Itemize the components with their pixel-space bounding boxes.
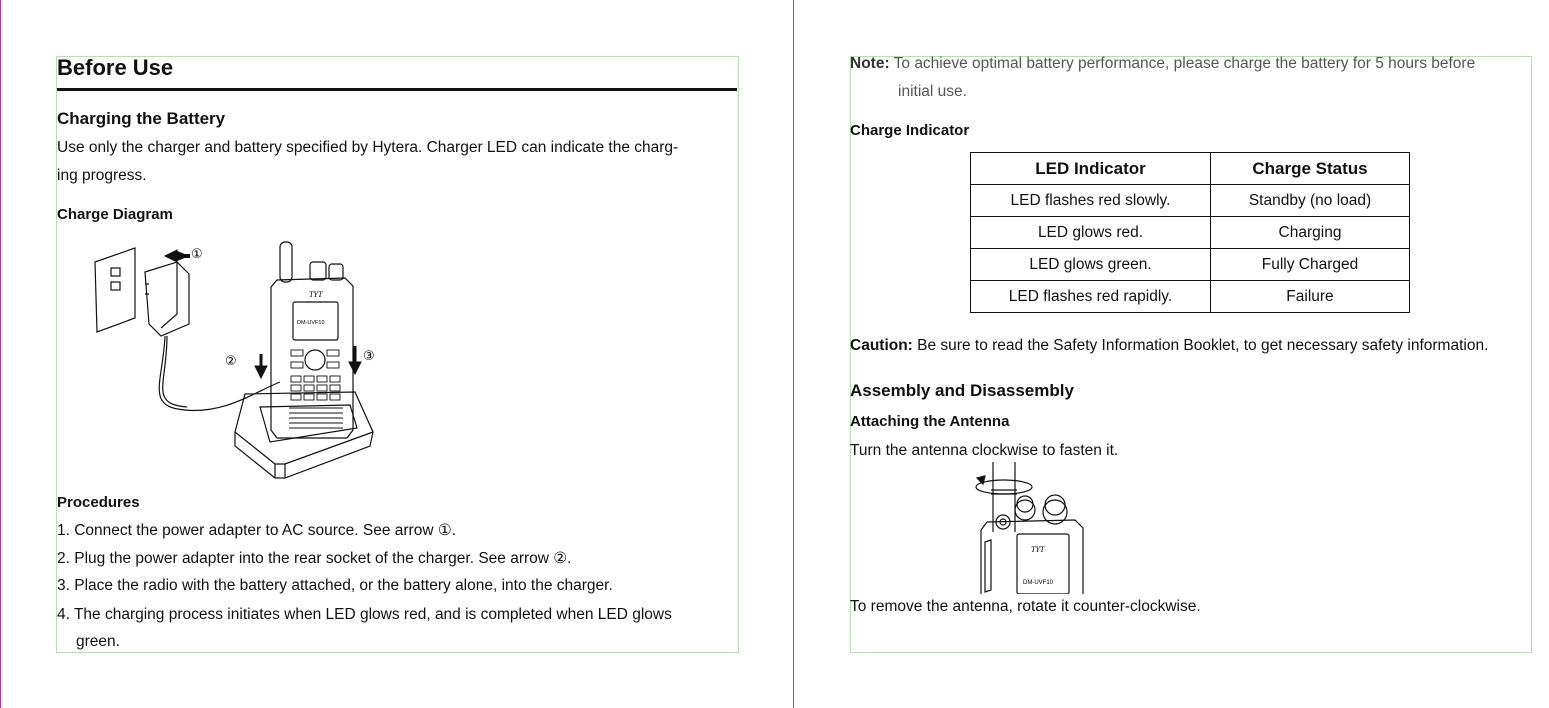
table-cell-status: Failure (1211, 281, 1410, 313)
page-edge-left (0, 0, 1, 708)
antenna-figure (965, 460, 1095, 594)
antenna-radio-brand: TYT (1031, 545, 1045, 554)
charging-heading: Charging the Battery (57, 109, 226, 128)
table-cell-status: Charging (1211, 217, 1410, 249)
rotate-arrow (976, 480, 1032, 494)
arrow-2-label: ② (225, 354, 237, 369)
table-row (971, 281, 1410, 313)
caution-label: Caution: (850, 337, 913, 354)
charge-indicator-table (970, 152, 1410, 313)
procedure-step-2: 2. Plug the power adapter into the rear socket of the charger. See arrow ②. (57, 550, 572, 567)
charger-base (235, 392, 373, 478)
caution-text: Be sure to read the Safety Information Booklet, to get necessary safety information. (912, 337, 1489, 354)
assembly-heading: Assembly and Disassembly (850, 381, 1074, 400)
antenna-text: Turn the antenna clockwise to fasten it. (850, 442, 1119, 459)
procedures-heading: Procedures (57, 494, 140, 511)
power-adapter (145, 262, 189, 336)
charge-diagram (85, 232, 395, 484)
remove-text: To remove the antenna, rotate it counter-clockwise. (850, 598, 1201, 615)
table-cell-status: Fully Charged (1211, 249, 1410, 281)
diagram-radio-model: DM-UVF10 (297, 320, 325, 326)
arrow-1-label: ① (191, 247, 203, 262)
antenna-heading: Attaching the Antenna (850, 413, 1010, 430)
table-cell-led: LED flashes red rapidly. (971, 281, 1211, 313)
table-cell-status: Standby (no load) (1211, 185, 1410, 217)
procedure-step-1: 1. Connect the power adapter to AC source. See arrow ①. (57, 522, 457, 539)
diagram-radio-brand: TYT (309, 290, 323, 299)
note-line-2: initial use. (898, 83, 967, 100)
note-line-1 (850, 55, 1475, 73)
table-cell-led: LED glows red. (971, 217, 1211, 249)
table-row (971, 185, 1410, 217)
caution-line (850, 337, 1488, 355)
indicator-heading: Charge Indicator (850, 122, 970, 139)
note-text: To achieve optimal battery performance, please charge the battery for 5 hours before (889, 55, 1476, 72)
procedure-step-4: 4. The charging process initiates when LED glows red, and is completed when LED glows (57, 606, 672, 623)
antenna-radio-model: DM-UVF10 (1023, 580, 1054, 586)
section-title: Before Use (57, 55, 174, 80)
diagram-heading: Charge Diagram (57, 206, 173, 223)
table-header-row (971, 153, 1410, 185)
procedure-step-4-cont: green. (76, 633, 120, 650)
page-divider (793, 0, 794, 708)
arrow-3-label: ③ (363, 349, 375, 364)
table-cell-led: LED flashes red slowly. (971, 185, 1211, 217)
procedure-step-3: 3. Place the radio with the battery attached, or the battery alone, into the charger. (57, 577, 613, 594)
note-label: Note: (850, 55, 890, 72)
title-rule (57, 88, 737, 91)
table-cell-led: LED glows green. (971, 249, 1211, 281)
table-header-status: Charge Status (1211, 153, 1410, 185)
charging-line-2: ing progress. (57, 167, 147, 184)
charging-line-1: Use only the charger and battery specified by Hytera. Charger LED can indicate the charg- (57, 139, 679, 156)
table-header-led: LED Indicator (971, 153, 1211, 185)
table-row (971, 217, 1410, 249)
table-row (971, 249, 1410, 281)
